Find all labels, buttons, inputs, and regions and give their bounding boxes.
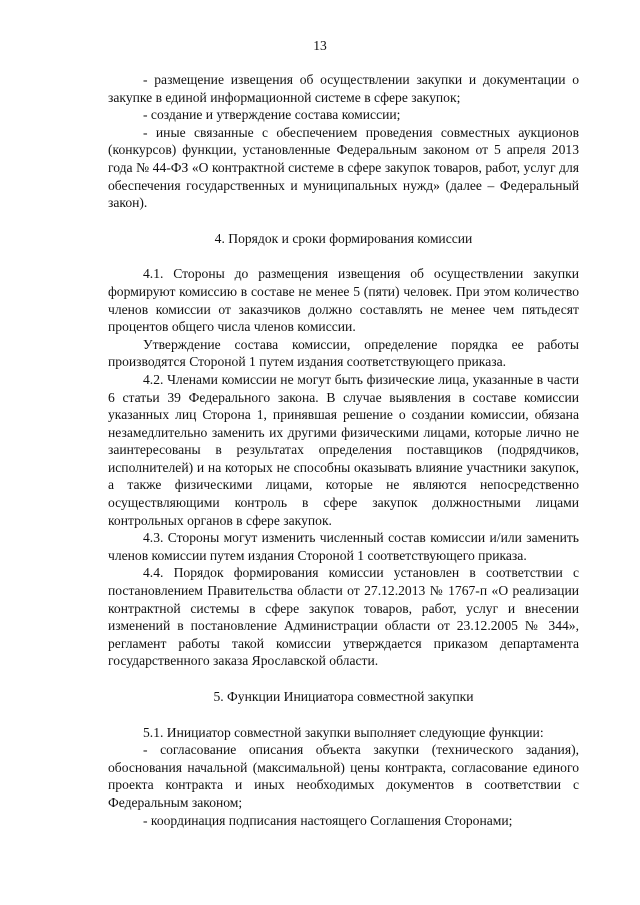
paragraph: 4.1. Стороны до размещения извещения об осуществлении закупки формируют комиссию в составе не менее 5 (пяти) человек. При этом количество членов комиссии от заказчиков должно составлять не менее чем пятьдесят процентов общего числа членов комиссии.: [108, 266, 579, 335]
paragraph: Утверждение состава комиссии, определение порядка ее работы производятся Стороной 1 путем издания соответствующего приказа.: [108, 336, 579, 370]
paragraph: 5.1. Инициатор совместной закупки выполняет следующие функции:: [143, 724, 544, 740]
paragraph: - иные связанные с обеспечением проведения совместных аукционов (конкурсов) функции, установленные Федеральным законом от 5 апреля 2013 года № 44-ФЗ «О контрактной системе в сфере закупок товаров, работ, услуг для обеспечения государственных и муниципальных нужд» (далее – Федеральный закон).: [108, 124, 579, 211]
paragraph: 4.4. Порядок формирования комиссии установлен в соответствии с постановлением Правительства области от 27.12.2013 № 1767-п «О реализации контрактной системы в сфере закупок товаров, работ, услуг и внесении изменений в постановление Администрации области от 23.12.2005 № 344», регламент работы такой комиссии утверждается приказом департамента государственного заказа Ярославской области.: [108, 565, 579, 669]
paragraph: - размещение извещения об осуществлении закупки и документации о закупке в единой информационной системе в сфере закупок;: [108, 72, 579, 105]
paragraph: - координация подписания настоящего Соглашения Сторонами;: [143, 812, 513, 828]
paragraph: 4.2. Членами комиссии не могут быть физические лица, указанные в части 6 статьи 39 Федерального закона. В случае выявления в составе комиссии указанных лиц Сторона 1, принявшая решение о создании комиссии, обязана незамедлительно заменить их другими физическими лицами, которые лично не заинтересованы в результатах определения поставщиков (подрядчиков, исполнителей) и на которых не способны оказывать влияние участники закупок, а также физическими лицами, которые не являются непосредственно осуществляющими контроль в сфере закупок должностными лицами контрольных органов в сфере закупок.: [108, 371, 579, 528]
section-4-heading: 4. Порядок и сроки формирования комиссии: [214, 230, 473, 246]
paragraph: - создание и утверждение состава комиссии;: [143, 107, 401, 123]
page-number: 13: [313, 38, 327, 53]
paragraph: - согласование описания объекта закупки (технического задания), обоснования начальной (максимальной) цены контракта, согласование единого проекта контракта и иных необходимых документов в соответствии с Федеральным законом;: [108, 742, 579, 810]
section-5-heading: 5. Функции Инициатора совместной закупки: [213, 689, 474, 704]
paragraph: 4.3. Стороны могут изменить численный состав комиссии и/или заменить членов комиссии путем издания Стороной 1 соответствующего приказа.: [108, 530, 579, 563]
document-body: [108, 71, 579, 829]
